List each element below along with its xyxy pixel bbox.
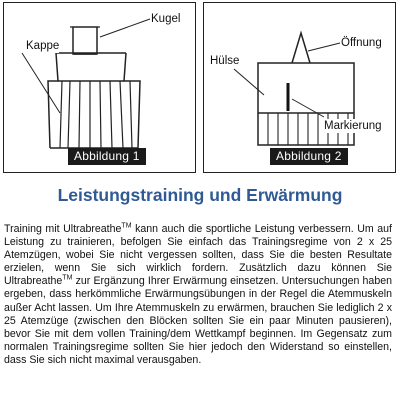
trademark-mark: TM <box>121 222 132 230</box>
label-kugel: Kugel <box>151 13 181 25</box>
spike-shape <box>292 33 310 63</box>
kugel-leader-line <box>100 19 150 37</box>
body-text-part-1: Training mit Ultrabreathe <box>4 223 122 235</box>
cap-ribs <box>60 81 132 148</box>
body-paragraph <box>4 223 392 367</box>
body-text-part-2: kann auch die sportliche Leistung verbessern. Um auf Leistung zu trainieren, befolgen Sie einfach das Trainingsregime von 2 x 25 Atemzügen, wobei Sie nicht vergessen sollten, dass Sie die besten Resultate erzielen, wenn Sie sich wirklich fordern. Zusätzlich dazu können Sie Ultrabreathe <box>4 223 393 288</box>
figure-1-cap-illustration <box>3 2 196 173</box>
label-markierung: Markierung <box>324 120 382 132</box>
ball-shape <box>70 27 100 54</box>
kappe-leader-line <box>22 53 60 113</box>
section-heading: Leistungstraining und Erwärmung <box>57 185 343 205</box>
body-text-part-3: zur Ergänzung Ihrer Erwärmung einsetzen. Untersuchungen haben ergeben, dass herkömmliche Erwärmungsübungen in der Regel die Atemmuskeln außer Acht lassen. Um Ihre Atemmuskeln zu erwärmen, brauchen Sie lediglich 2 x 25 Atemzüge (zwischen den Blöcken sollten Sie ein paar Minuten pausieren), bevor Sie mit dem vollen Training/dem Wettkampf beginnen. Im Gegensatz zum normalen Trainingsregime sollten Sie hier jedoch den Widerstand so einstellen, dass Sie sich nicht maximal verausgaben. <box>4 275 392 366</box>
huelse-leader-line <box>234 69 264 95</box>
figure-2-sleeve-illustration <box>203 2 396 173</box>
figure-1-caption: Abbildung 1 <box>68 148 146 165</box>
label-kappe: Kappe <box>26 40 60 52</box>
label-huelse: Hülse <box>210 55 240 67</box>
trademark-mark: TM <box>62 274 73 282</box>
oeffnung-leader-line <box>308 43 340 51</box>
figure-2-caption: Abbildung 2 <box>270 148 348 165</box>
label-oeffnung: Öffnung <box>341 37 382 49</box>
